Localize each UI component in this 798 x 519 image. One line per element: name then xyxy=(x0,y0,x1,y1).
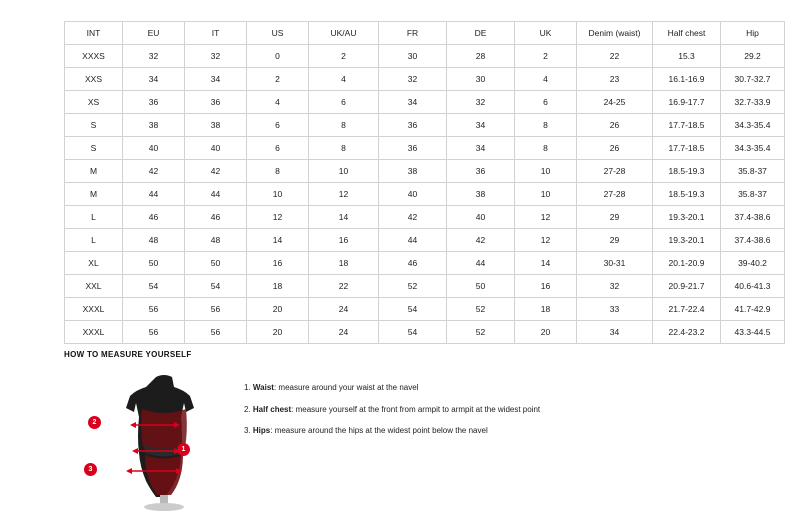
table-cell: 38 xyxy=(185,114,247,137)
table-row xyxy=(65,160,785,183)
table-cell: 18 xyxy=(515,298,577,321)
table-cell: 34 xyxy=(577,321,653,344)
instruction-term: Waist xyxy=(252,383,274,392)
table-cell: S xyxy=(65,137,123,160)
table-cell: 44 xyxy=(379,229,447,252)
table-cell: 4 xyxy=(309,68,379,91)
table-cell: 16.9-17.7 xyxy=(653,91,721,114)
table-cell: 10 xyxy=(515,160,577,183)
table-cell: 6 xyxy=(309,91,379,114)
table-cell: 54 xyxy=(379,298,447,321)
table-cell: 40 xyxy=(185,137,247,160)
table-cell: 44 xyxy=(185,183,247,206)
table-cell: XS xyxy=(65,91,123,114)
instruction-text: : measure yourself at the front from armpit to armpit at the widest point xyxy=(291,404,541,414)
measure-badge-1: 1 xyxy=(177,443,190,456)
instruction-term: Hips xyxy=(252,426,271,436)
table-column-header: Denim (waist) xyxy=(577,22,653,45)
table-column-header: US xyxy=(247,22,309,45)
table-cell: 42 xyxy=(447,229,515,252)
table-cell: 36 xyxy=(185,91,247,114)
table-row xyxy=(65,183,785,206)
table-cell: 29 xyxy=(577,229,653,252)
table-row xyxy=(65,137,785,160)
table-cell: 37.4-38.6 xyxy=(721,206,785,229)
table-cell: 40 xyxy=(123,137,185,160)
how-to-measure-body xyxy=(64,369,764,514)
table-cell: 20 xyxy=(247,298,309,321)
table-cell: 16 xyxy=(515,275,577,298)
table-cell: 2 xyxy=(309,45,379,68)
table-cell: 37.4-38.6 xyxy=(721,229,785,252)
table-cell: 30 xyxy=(379,45,447,68)
table-cell: 32 xyxy=(447,91,515,114)
table-cell: 15.3 xyxy=(653,45,721,68)
table-cell: 10 xyxy=(309,160,379,183)
instruction-text: : measure around the hips at the widest point below the navel xyxy=(270,426,488,436)
table-cell: 26 xyxy=(577,137,653,160)
table-cell: 26 xyxy=(577,114,653,137)
table-cell: 40 xyxy=(447,206,515,229)
table-cell: 56 xyxy=(123,298,185,321)
table-cell: 18 xyxy=(247,275,309,298)
table-cell: L xyxy=(65,206,123,229)
table-cell: 34 xyxy=(185,68,247,91)
table-cell: 24-25 xyxy=(577,91,653,114)
table-cell: 21.7-22.4 xyxy=(653,298,721,321)
table-cell: L xyxy=(65,229,123,252)
table-row xyxy=(65,229,785,252)
table-cell: 54 xyxy=(123,275,185,298)
table-cell: 12 xyxy=(515,229,577,252)
table-column-header: Hip xyxy=(721,22,785,45)
size-table-container xyxy=(64,21,771,344)
table-cell: 30.7-32.7 xyxy=(721,68,785,91)
table-cell: 4 xyxy=(247,91,309,114)
table-cell: 38 xyxy=(447,183,515,206)
table-cell: 10 xyxy=(515,183,577,206)
table-cell: 38 xyxy=(379,160,447,183)
table-cell: 19.3-20.1 xyxy=(653,206,721,229)
table-cell: 19.3-20.1 xyxy=(653,229,721,252)
table-row xyxy=(65,321,785,344)
table-cell: 14 xyxy=(515,252,577,275)
measurement-figure xyxy=(64,369,224,514)
table-cell: 20.9-21.7 xyxy=(653,275,721,298)
table-cell: 23 xyxy=(577,68,653,91)
table-column-header: DE xyxy=(447,22,515,45)
table-cell: 16.1-16.9 xyxy=(653,68,721,91)
table-cell: 20 xyxy=(515,321,577,344)
table-cell: 6 xyxy=(247,114,309,137)
table-cell: 18 xyxy=(309,252,379,275)
table-cell: 36 xyxy=(123,91,185,114)
table-cell: 40.6-41.3 xyxy=(721,275,785,298)
table-cell: XXXL xyxy=(65,321,123,344)
table-header-row xyxy=(65,22,785,45)
measure-badge-3: 3 xyxy=(84,463,97,476)
table-cell: 46 xyxy=(123,206,185,229)
table-cell: 34.3-35.4 xyxy=(721,114,785,137)
table-cell: XXXS xyxy=(65,45,123,68)
table-cell: 41.7-42.9 xyxy=(721,298,785,321)
table-cell: 29.2 xyxy=(721,45,785,68)
table-cell: 22.4-23.2 xyxy=(653,321,721,344)
table-cell: 52 xyxy=(447,321,515,344)
table-cell: 32 xyxy=(577,275,653,298)
table-column-header: IT xyxy=(185,22,247,45)
table-cell: XXS xyxy=(65,68,123,91)
how-to-measure-section xyxy=(64,350,764,514)
table-cell: 42 xyxy=(185,160,247,183)
table-row xyxy=(65,114,785,137)
table-cell: 52 xyxy=(447,298,515,321)
table-cell: 34 xyxy=(447,137,515,160)
table-cell: 14 xyxy=(247,229,309,252)
table-cell: 54 xyxy=(185,275,247,298)
table-cell: 46 xyxy=(185,206,247,229)
table-cell: 2 xyxy=(247,68,309,91)
measure-badge-2: 2 xyxy=(88,416,101,429)
table-cell: 16 xyxy=(309,229,379,252)
table-cell: 56 xyxy=(185,321,247,344)
table-cell: 52 xyxy=(379,275,447,298)
table-cell: 38 xyxy=(123,114,185,137)
instruction-item xyxy=(244,405,540,415)
table-cell: 48 xyxy=(123,229,185,252)
table-cell: 32 xyxy=(185,45,247,68)
table-cell: 30-31 xyxy=(577,252,653,275)
table-cell: 39-40.2 xyxy=(721,252,785,275)
table-cell: XXXL xyxy=(65,298,123,321)
table-cell: 56 xyxy=(123,321,185,344)
table-cell: 44 xyxy=(123,183,185,206)
table-cell: 24 xyxy=(309,298,379,321)
instruction-item xyxy=(244,426,540,436)
size-table-body xyxy=(65,45,785,344)
table-cell: 33 xyxy=(577,298,653,321)
table-column-header: Half chest xyxy=(653,22,721,45)
table-cell: 6 xyxy=(247,137,309,160)
table-cell: 50 xyxy=(123,252,185,275)
table-cell: 56 xyxy=(185,298,247,321)
instruction-number: 2. xyxy=(244,404,251,414)
instruction-number: 1. xyxy=(244,383,251,392)
table-cell: 36 xyxy=(379,114,447,137)
table-cell: 32.7-33.9 xyxy=(721,91,785,114)
table-cell: 12 xyxy=(515,206,577,229)
table-row xyxy=(65,298,785,321)
table-cell: 6 xyxy=(515,91,577,114)
table-cell: XL xyxy=(65,252,123,275)
table-cell: S xyxy=(65,114,123,137)
table-cell: 35.8-37 xyxy=(721,160,785,183)
table-column-header: FR xyxy=(379,22,447,45)
table-row xyxy=(65,45,785,68)
table-cell: 48 xyxy=(185,229,247,252)
table-row xyxy=(65,91,785,114)
table-cell: 42 xyxy=(123,160,185,183)
table-cell: 14 xyxy=(309,206,379,229)
instruction-text: : measure around your waist at the navel xyxy=(273,383,419,392)
table-cell: 12 xyxy=(247,206,309,229)
table-row xyxy=(65,275,785,298)
table-cell: 24 xyxy=(309,321,379,344)
table-cell: 44 xyxy=(447,252,515,275)
table-cell: XXL xyxy=(65,275,123,298)
table-cell: 8 xyxy=(309,137,379,160)
table-cell: 18.5-19.3 xyxy=(653,160,721,183)
size-table-header xyxy=(65,22,785,45)
table-cell: 17.7-18.5 xyxy=(653,137,721,160)
table-cell: 18.5-19.3 xyxy=(653,183,721,206)
table-column-header: INT xyxy=(65,22,123,45)
table-cell: 50 xyxy=(447,275,515,298)
table-cell: 17.7-18.5 xyxy=(653,114,721,137)
table-cell: 0 xyxy=(247,45,309,68)
table-cell: 50 xyxy=(185,252,247,275)
table-cell: 8 xyxy=(515,137,577,160)
table-cell: 34 xyxy=(123,68,185,91)
table-cell: 12 xyxy=(309,183,379,206)
table-cell: M xyxy=(65,160,123,183)
how-to-measure-title: HOW TO MEASURE YOURSELF xyxy=(64,350,192,359)
table-cell: 54 xyxy=(379,321,447,344)
instruction-number: 3. xyxy=(244,426,251,436)
size-table xyxy=(64,21,785,344)
table-row xyxy=(65,252,785,275)
table-cell: 36 xyxy=(447,160,515,183)
table-cell: 8 xyxy=(247,160,309,183)
table-cell: 42 xyxy=(379,206,447,229)
table-cell: 8 xyxy=(515,114,577,137)
table-cell: M xyxy=(65,183,123,206)
table-cell: 16 xyxy=(247,252,309,275)
table-cell: 35.8-37 xyxy=(721,183,785,206)
table-cell: 40 xyxy=(379,183,447,206)
table-cell: 43.3-44.5 xyxy=(721,321,785,344)
table-cell: 27-28 xyxy=(577,183,653,206)
table-cell: 8 xyxy=(309,114,379,137)
table-cell: 34 xyxy=(379,91,447,114)
table-row xyxy=(65,206,785,229)
table-cell: 22 xyxy=(577,45,653,68)
table-column-header: EU xyxy=(123,22,185,45)
table-cell: 4 xyxy=(515,68,577,91)
table-row xyxy=(65,68,785,91)
table-cell: 46 xyxy=(379,252,447,275)
table-column-header: UK/AU xyxy=(309,22,379,45)
table-cell: 32 xyxy=(379,68,447,91)
table-cell: 2 xyxy=(515,45,577,68)
instruction-item xyxy=(244,383,540,393)
table-cell: 20.1-20.9 xyxy=(653,252,721,275)
table-cell: 32 xyxy=(123,45,185,68)
table-cell: 30 xyxy=(447,68,515,91)
table-cell: 36 xyxy=(379,137,447,160)
table-cell: 29 xyxy=(577,206,653,229)
table-cell: 20 xyxy=(247,321,309,344)
table-cell: 22 xyxy=(309,275,379,298)
table-cell: 10 xyxy=(247,183,309,206)
table-cell: 27-28 xyxy=(577,160,653,183)
table-cell: 28 xyxy=(447,45,515,68)
instruction-term: Half chest xyxy=(252,404,292,414)
table-column-header: UK xyxy=(515,22,577,45)
table-cell: 34 xyxy=(447,114,515,137)
mannequin-illustration xyxy=(104,373,224,513)
measurement-instructions xyxy=(244,369,540,448)
table-cell: 34.3-35.4 xyxy=(721,137,785,160)
